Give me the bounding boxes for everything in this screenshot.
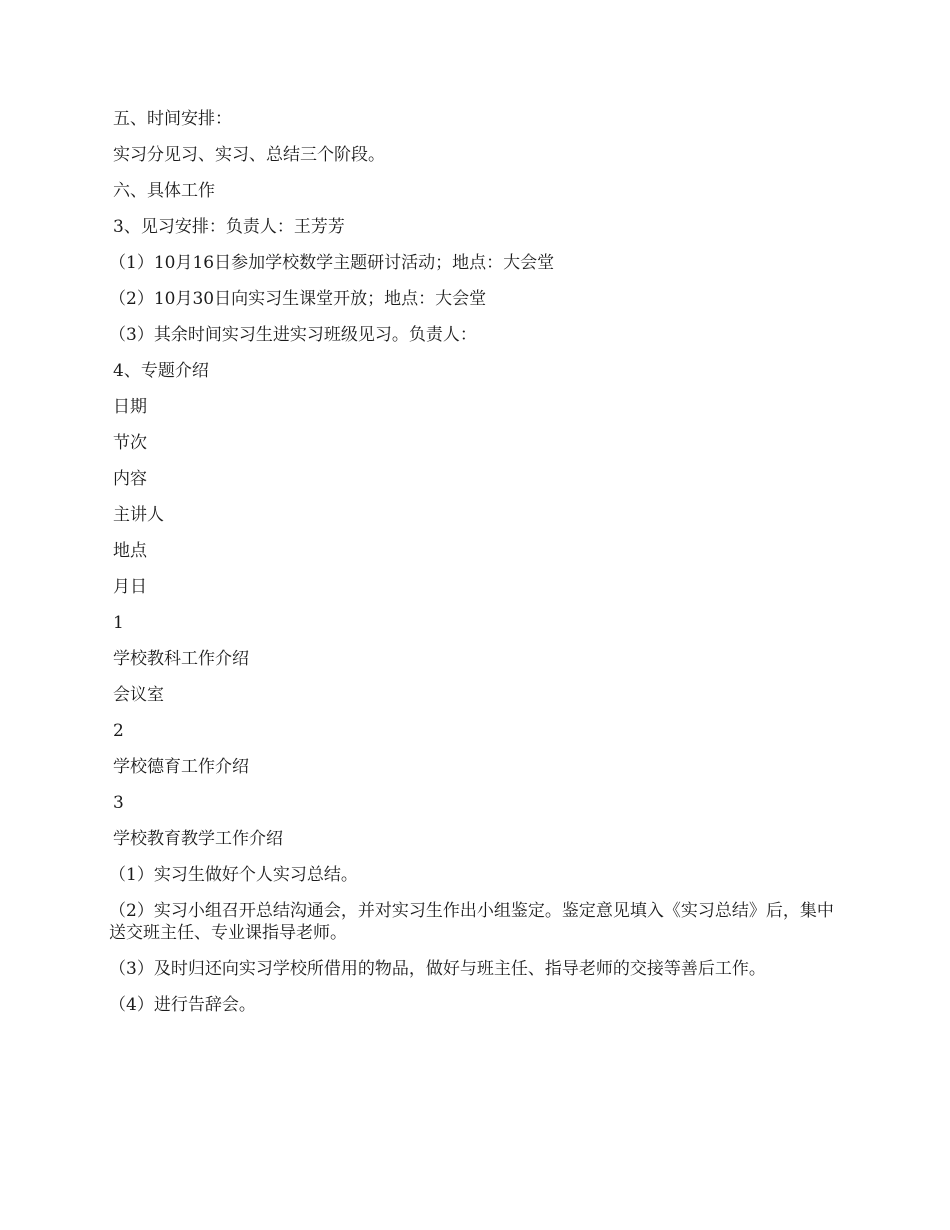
document-page [109,108,838,1030]
list-item: （2）10月30日向实习生课堂开放；地点：大会堂 [109,289,487,309]
list-item: （1）10月16日参加学校数学主题研讨活动；地点：大会堂 [109,253,555,273]
table-cell: 学校教科工作介绍 [113,649,249,669]
table-header-date: 日期 [113,397,147,417]
table-cell: 月日 [113,577,147,597]
paragraph: 实习分见习、实习、总结三个阶段。 [113,145,385,165]
subsection-heading: 3、见习安排：负责人：王芳芳 [113,217,345,237]
table-cell: 2 [113,721,124,741]
list-item: （3）及时归还向实习学校所借用的物品，做好与班主任、指导老师的交接等善后工作。 [109,959,766,979]
table-cell: 学校德育工作介绍 [113,757,249,777]
table-header-content: 内容 [113,469,147,489]
table-cell: 3 [113,793,124,813]
table-header-location: 地点 [113,541,147,561]
list-item: （3）其余时间实习生进实习班级见习。负责人： [109,325,477,345]
table-header-speaker: 主讲人 [113,505,164,525]
section-heading: 五、时间安排： [113,109,232,129]
table-cell: 学校教育教学工作介绍 [113,829,283,849]
list-item: （2）实习小组召开总结沟通会，并对实习生作出小组鉴定。鉴定意见填入《实习总结》后，集中送交班主任、专业课指导老师。 [109,901,834,943]
table-cell: 会议室 [113,685,164,705]
table-header-session: 节次 [113,433,147,453]
list-item: （1）实习生做好个人实习总结。 [109,865,358,885]
table-cell: 1 [113,613,124,633]
section-heading: 六、具体工作 [113,181,215,201]
subsection-heading: 4、专题介绍 [113,361,209,381]
list-item: （4）进行告辞会。 [109,995,256,1015]
